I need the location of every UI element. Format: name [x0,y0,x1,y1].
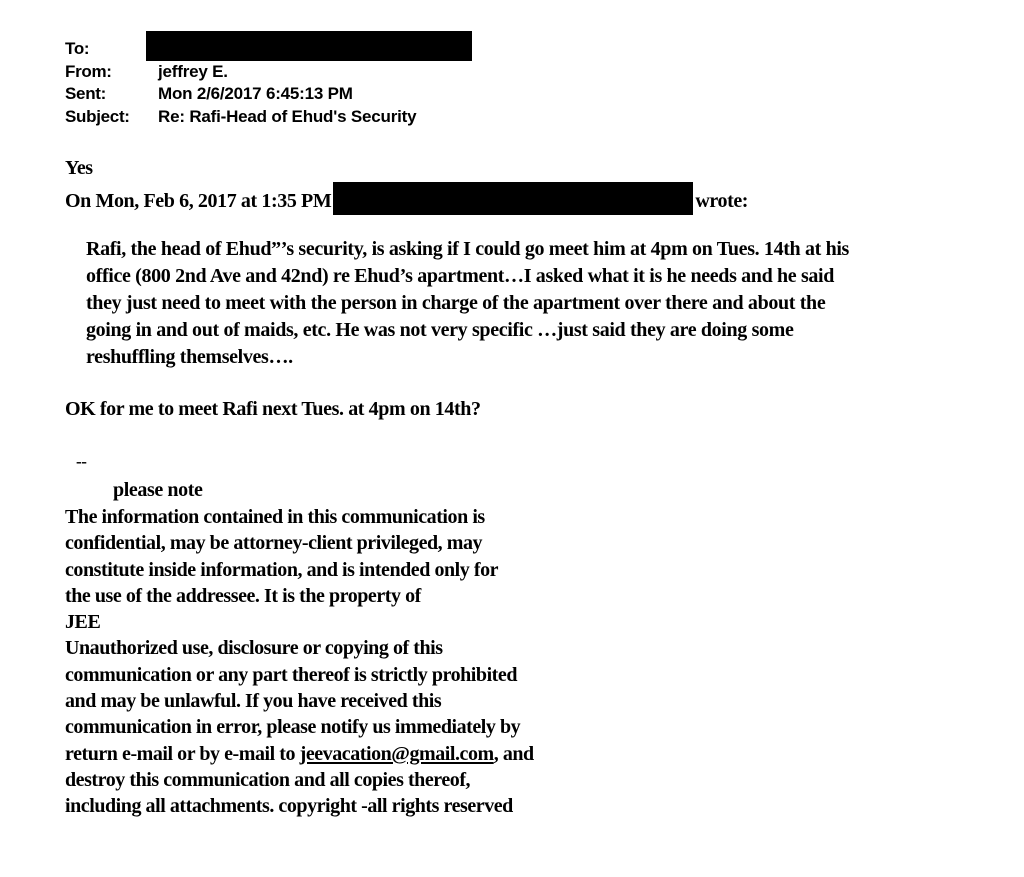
sent-label: Sent: [65,84,107,103]
sent-row [65,83,472,106]
redaction-block [333,182,693,215]
subject-value: Re: Rafi-Head of Ehud's Security [158,106,417,126]
disclaimer-line: communication or any part thereof is strictly prohibited [65,663,517,686]
disclaimer-line: and may be unlawful. If you have received this [65,690,442,713]
disclaimer-line: including all attachments. copyright -all rights reserved [65,795,513,818]
from-row [65,61,472,84]
disclaimer-line: the use of the addressee. It is the property of [65,584,421,607]
from-label: From: [65,61,112,81]
email-prefix: return e-mail or by e-mail to [65,742,300,765]
quoted-line: office (800 2nd Ave and 42nd) re Ehud’s apartment…I asked what it is he needs and he said [86,265,835,287]
quoted-line: Rafi, the head of Ehud”’s security, is asking if I could go meet him at 4pm on Tues. 14th at his [86,238,849,260]
attribution-suffix: wrote: [695,190,749,212]
from-value: jeffrey E. [158,61,228,81]
email-suffix: , and [493,742,534,765]
attribution-prefix: On Mon, Feb 6, 2017 at 1:35 PM [65,190,332,212]
to-row [65,38,472,61]
disclaimer-line: Unauthorized use, disclosure or copying of this [65,637,443,660]
email-link[interactable]: jeevacation@gmail.com [299,742,494,765]
quote-attribution [65,182,748,215]
quoted-line: going in and out of maids, etc. He was not very specific …just said they are doing some [86,319,794,341]
please-note: please note [113,479,203,501]
email-header [65,38,472,128]
disclaimer-line: confidential, may be attorney-client privileged, may [65,532,483,555]
to-label: To: [65,39,90,58]
quoted-message [86,236,966,371]
signature-separator: -- [76,452,87,471]
disclaimer-email-line [65,741,534,767]
disclaimer-line: The information contained in this communication is [65,506,485,528]
quoted-line: reshuffling themselves…. [86,346,293,368]
reply-text: Yes [65,157,93,179]
subject-row [65,106,472,129]
disclaimer-line: JEE [65,611,101,634]
subject-label: Subject: [65,106,130,126]
disclaimer-line: constitute inside information, and is intended only for [65,558,499,581]
disclaimer-line: communication in error, please notify us immediately by [65,716,521,739]
redaction-block [146,31,472,61]
quoted-line: they just need to meet with the person in charge of the apartment over there and about the [86,292,826,314]
question-text: OK for me to meet Rafi next Tues. at 4pm on 14th? [65,398,481,420]
disclaimer [65,504,534,820]
disclaimer-line: destroy this communication and all copies thereof, [65,768,471,791]
sent-value: Mon 2/6/2017 6:45:13 PM [158,84,353,103]
